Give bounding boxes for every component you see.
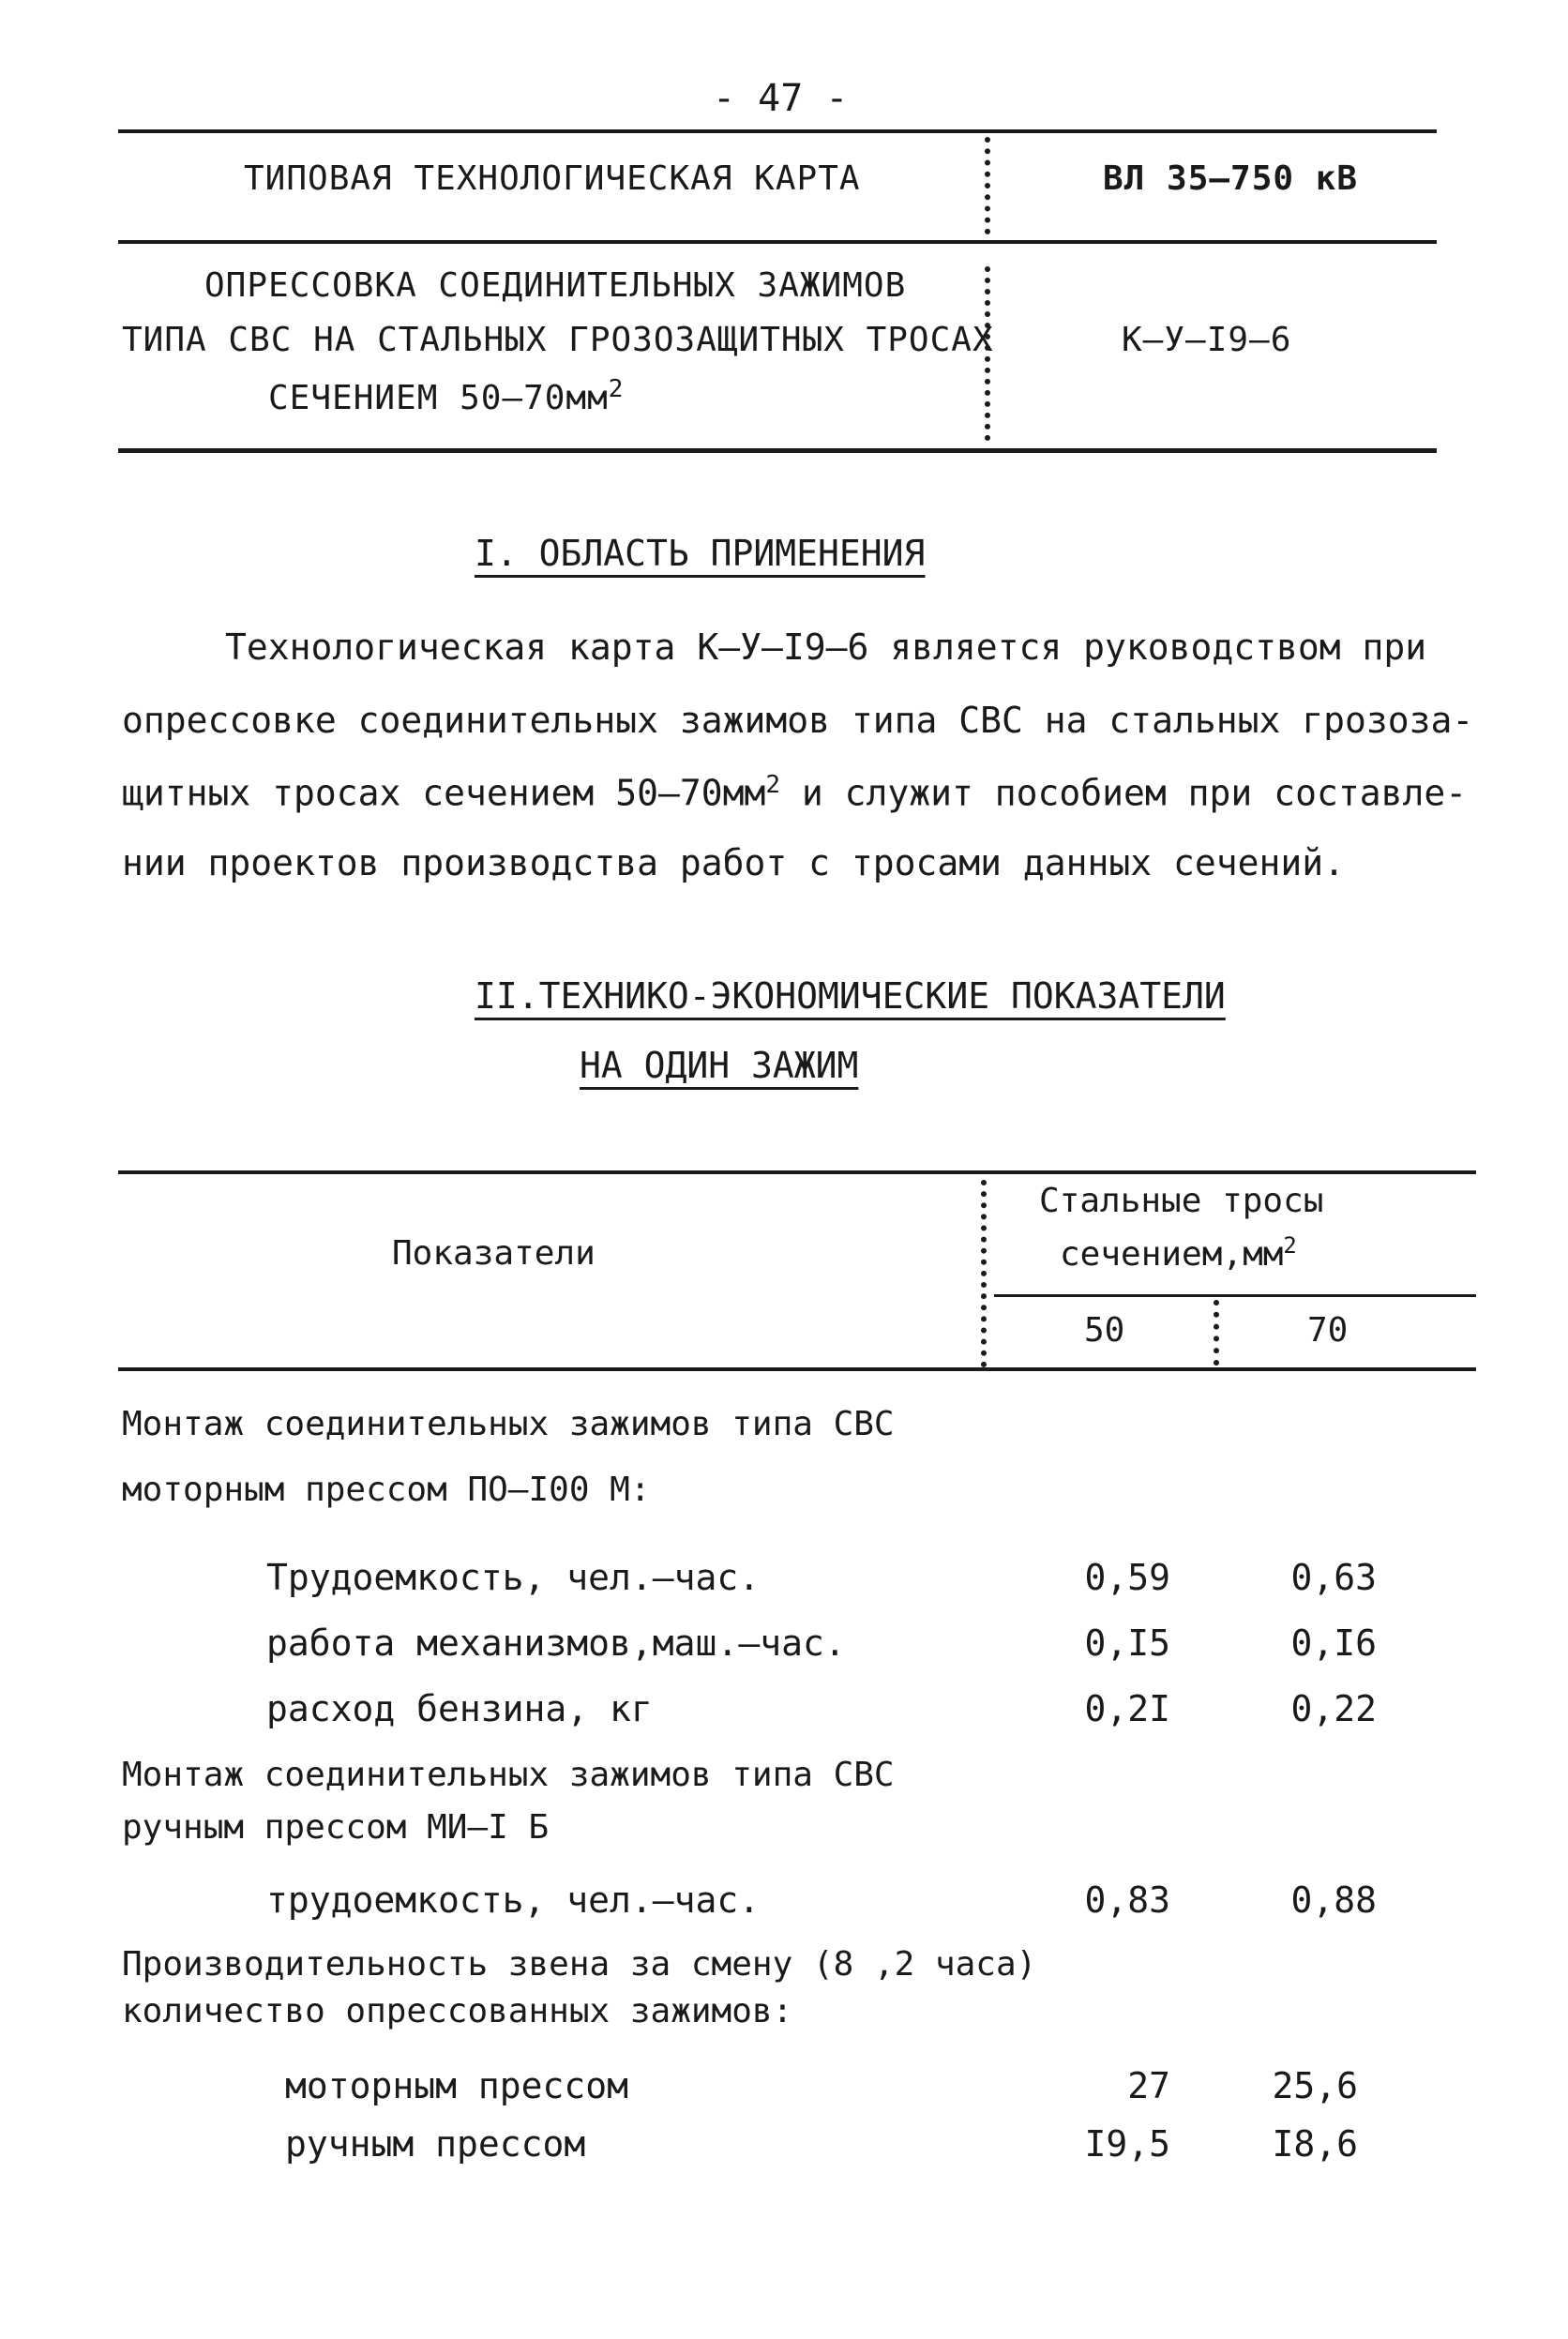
section1-para-line3: щитных тросах сечением $50-70мм^2$ и служит пособием при составле-: [122, 771, 1468, 814]
table-row-label: трудоемкость, чел.–час.: [266, 1879, 761, 1921]
table-cell-50: 0,59: [1084, 1557, 1170, 1598]
section2-heading-line1: II.ТЕХНИКО-ЭКОНОМИЧЕСКИЕ ПОКАЗАТЕЛИ: [475, 975, 1226, 1017]
table-col-group-line1: Стальные тросы: [1039, 1182, 1324, 1220]
table-row-label: моторным прессом: [285, 2065, 629, 2106]
section1-heading: I. ОБЛАСТЬ ПРИМЕНЕНИЯ: [475, 533, 926, 574]
table-group-rule: [994, 1294, 1476, 1297]
header-subject-line1: ОПРЕССОВКА СОЕДИНИТЕЛЬНЫХ ЗАЖИМОВ: [204, 266, 907, 305]
table-col-70: 70: [1307, 1311, 1349, 1350]
header-subject-line3: СЕЧЕНИЕМ $50-70мм^2$: [268, 375, 625, 417]
table-cell-70: 0,88: [1290, 1879, 1377, 1921]
table-row-label: расход бензина, кг: [266, 1688, 653, 1729]
table-row-label: Производительность звена за смену (8 ,2 часа): [122, 1945, 1037, 1984]
table-top-rule: [118, 1170, 1476, 1174]
page-number: - 47 -: [713, 77, 849, 120]
table-cell-70: 25,6: [1272, 2065, 1358, 2106]
table-cell-50: 27: [1127, 2065, 1170, 2106]
table-col-indicators: Показатели: [392, 1234, 596, 1273]
header-bottom-rule: [118, 448, 1437, 453]
table-row-label: моторным прессом ПО–I00 М:: [122, 1471, 651, 1509]
table-cell-50: 0,2I: [1084, 1688, 1170, 1729]
header-subject-separator-dots: [985, 266, 990, 441]
table-row-label: количество опрессованных зажимов:: [122, 1992, 793, 2030]
header-card-code: К–У–I9–6: [1122, 321, 1292, 359]
header-voltage: ВЛ 35–750 кВ: [1103, 159, 1359, 198]
table-cell-70: 0,I6: [1290, 1622, 1377, 1664]
table-col-group-line2: $сечением,мм^2$: [1060, 1232, 1297, 1274]
table-col-separator-dots: [981, 1180, 987, 1367]
section1-para-line2: опрессовке соединительных зажимов типа СВС на стальных грозоза-: [122, 700, 1474, 741]
table-row-label: ручным прессом: [285, 2123, 586, 2165]
table-cell-70: 0,22: [1290, 1688, 1377, 1729]
header-title: ТИПОВАЯ ТЕХНОЛОГИЧЕСКАЯ КАРТА: [244, 159, 861, 198]
header-mid-rule: [118, 240, 1437, 244]
section1-para-line1: Технологическая карта К–У–I9–6 является руководством при: [225, 626, 1427, 668]
table-col-50: 50: [1084, 1311, 1125, 1350]
table-row-label: Монтаж соединительных зажимов типа СВС: [122, 1756, 895, 1794]
table-cell-50: 0,83: [1084, 1879, 1170, 1921]
header-subject-line2: ТИПА СВС НА СТАЛЬНЫХ ГРОЗОЗАЩИТНЫХ ТРОСАХ: [122, 321, 994, 359]
table-cell-70: I8,6: [1272, 2123, 1358, 2165]
header-top-rule: [118, 129, 1437, 133]
table-row-label: ручным прессом МИ–I Б: [122, 1808, 550, 1847]
table-cell-50: 0,I5: [1084, 1622, 1170, 1664]
table-cell-70: 0,63: [1290, 1557, 1377, 1598]
table-header-bottom-rule: [118, 1367, 1476, 1371]
table-row-label: Монтаж соединительных зажимов типа СВС: [122, 1405, 895, 1443]
section2-heading-line2: НА ОДИН ЗАЖИМ: [580, 1045, 859, 1086]
header-separator-dots: [985, 137, 990, 234]
table-subcol-separator-dots: [1214, 1300, 1219, 1366]
table-row-label: работа механизмов,маш.–час.: [266, 1622, 846, 1664]
table-row-label: Трудоемкость, чел.–час.: [266, 1557, 761, 1598]
table-cell-50: I9,5: [1084, 2123, 1170, 2165]
section1-para-line4: нии проектов производства работ с тросами данных сечений.: [122, 842, 1346, 883]
